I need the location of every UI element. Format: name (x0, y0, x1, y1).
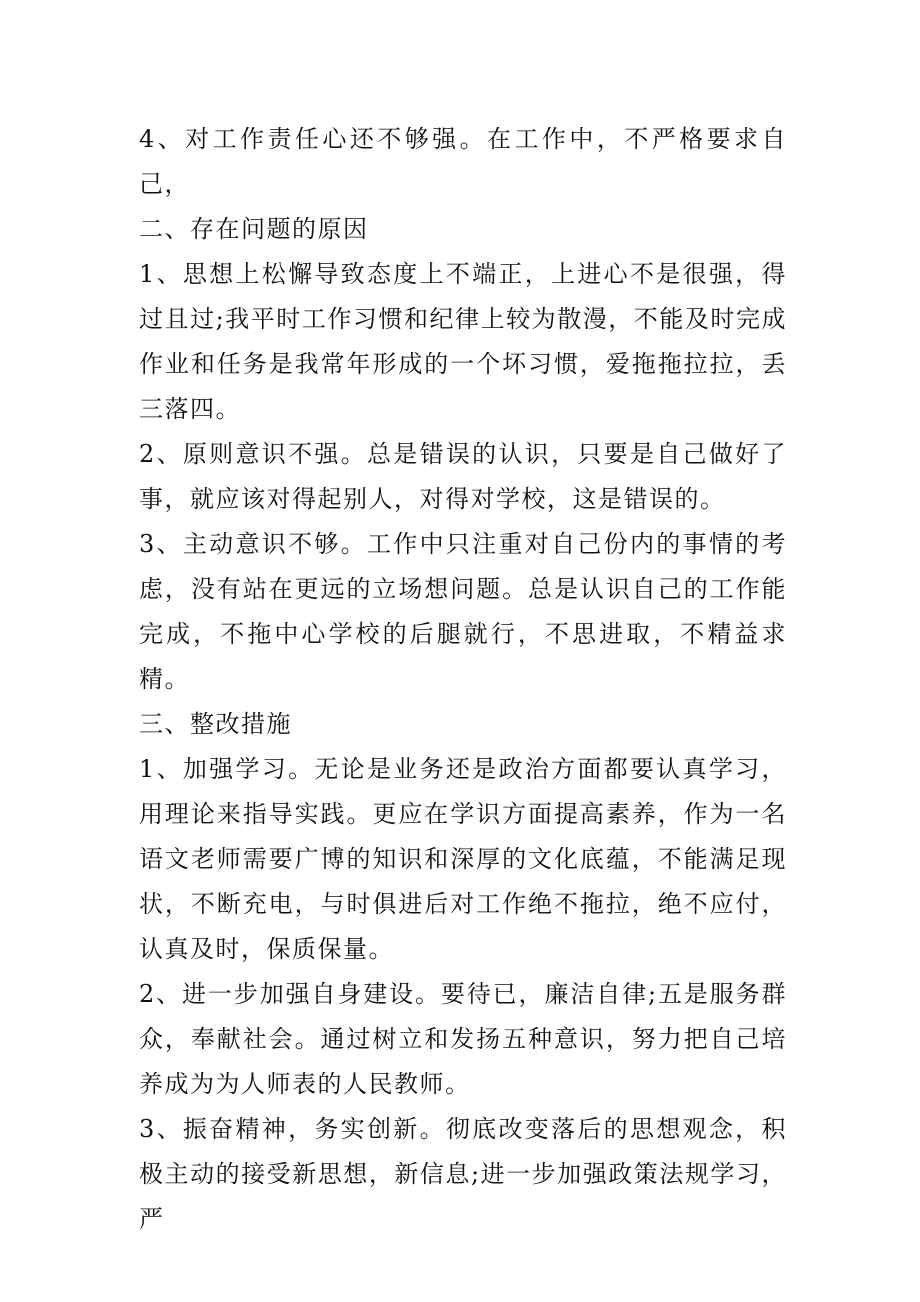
paragraph-cause-1: 1、思想上松懈导致态度上不端正，上进心不是很强，得过且过;我平时工作习惯和纪律上较为散漫，不能及时完成作业和任务是我常年形成的一个坏习惯，爱拖拖拉拉，丢三落四。 (139, 260, 787, 423)
paragraph-cause-3: 3、主动意识不够。工作中只注重对自己份内的事情的考虑，没有站在更远的立场想问题。总是认识自己的工作能完成，不拖中心学校的后腿就行，不思进取，不精益求精。 (139, 530, 787, 693)
section-heading-causes: 二、存在问题的原因 (139, 215, 369, 243)
document-body (139, 117, 787, 1242)
paragraph-item-4-responsibility: 4、对工作责任心还不够强。在工作中，不严格要求自己， (139, 125, 787, 198)
section-heading-measures: 三、整改措施 (139, 710, 292, 738)
paragraph-measure-2: 2、进一步加强自身建设。要待已，廉洁自律;五是服务群众，奉献社会。通过树立和发扬五种意识，努力把自己培养成为为人师表的人民教师。 (139, 980, 787, 1098)
paragraph-cause-2: 2、原则意识不强。总是错误的认识，只要是自己做好了事，就应该对得起别人，对得对学校，这是错误的。 (139, 440, 787, 513)
paragraph-measure-1: 1、加强学习。无论是业务还是政治方面都要认真学习，用理论来指导实践。更应在学识方面提高素养，作为一名语文老师需要广博的知识和深厚的文化底蕴，不能满足现状，不断充电，与时俱进后对工作绝不拖拉，绝不应付，认真及时，保质保量。 (139, 755, 787, 963)
paragraph-measure-3: 3、振奋精神，务实创新。彻底改变落后的思想观念，积极主动的接受新思想，新信息;进一步加强政策法规学习，严 (139, 1115, 787, 1233)
